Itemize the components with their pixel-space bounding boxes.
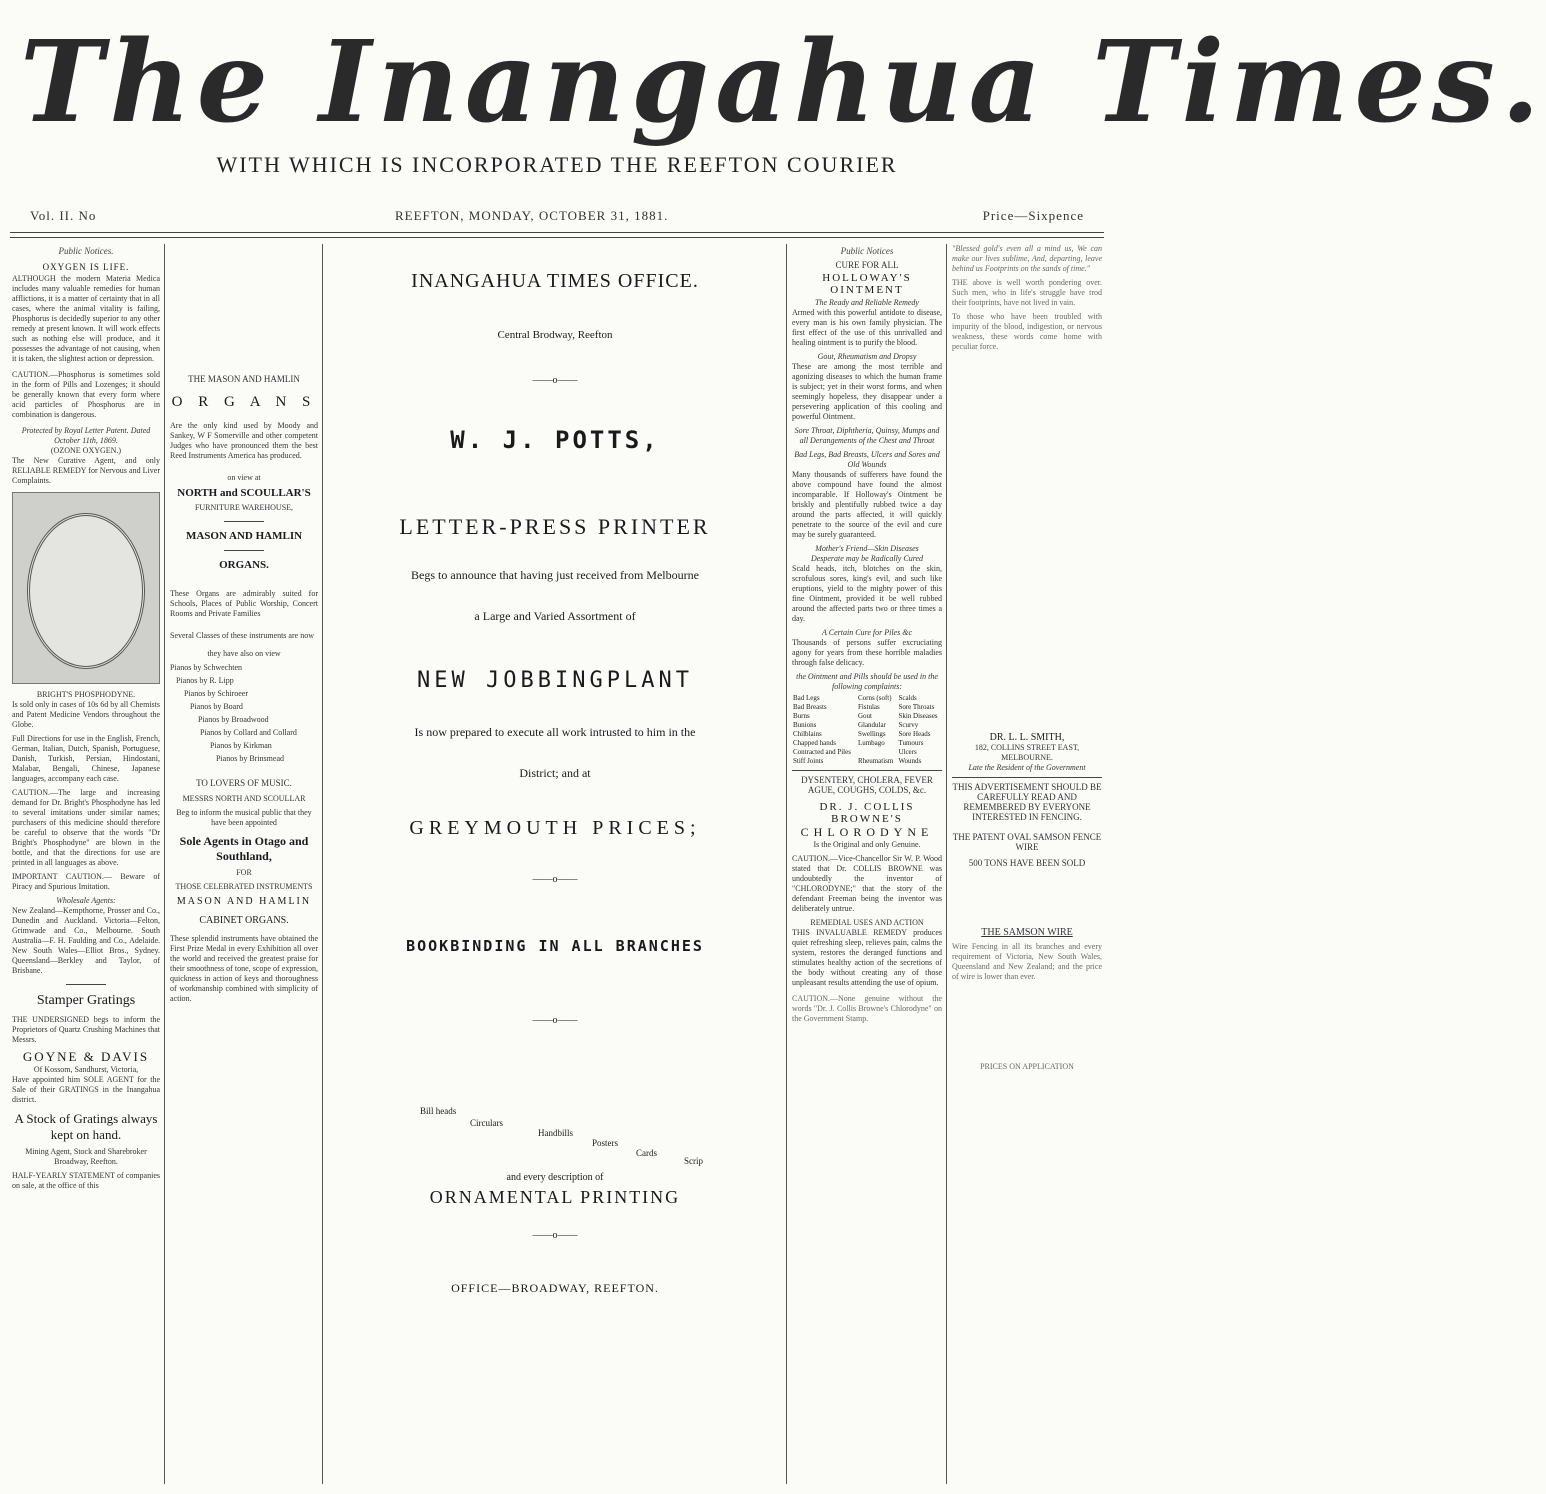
ornament-divider: ——o——: [532, 1015, 578, 1026]
remedy-text: Armed with this powerful antidote to disease, every man is his own family physician. The first effect of the use of this unrivalled and healing ointment is to purify the blood.: [792, 308, 942, 347]
complaints-row: [792, 703, 942, 712]
stamper-title: Stamper Gratings: [36, 993, 136, 1008]
prepared-text: Is now prepared to execute all work intrusted to him in the: [414, 725, 696, 739]
dateline: [30, 208, 1084, 228]
complaint-cell: Corns (soft): [857, 694, 892, 702]
gout-text: These are among the most terrible and agonizing diseases to which the human frame is subject; yet in their worst forms, and when seemingly hopeless, they disappear under a persevering application of this cooling and powerful Ointment.: [792, 362, 942, 421]
column-divider: [786, 244, 787, 1484]
complaint-cell: Fistulas: [857, 703, 880, 711]
district-text: District; and at: [519, 766, 591, 780]
mh-title: THE MASON AND HAMLIN: [188, 374, 300, 384]
piles-text: Thousands of persons suffer excruciating agony for years from these horrible maladies through false delicacy.: [792, 638, 942, 667]
complaints-intro: the Ointment and Pills should be used in the following complaints:: [796, 672, 938, 691]
column-mason-hamlin: [170, 244, 318, 1484]
sold-line: Is sold only in cases of 10s 6d by all Chemists and Patent Medicine Vendors throughout the Globe.: [12, 700, 160, 729]
bad-legs-text: Many thousands of sufferers have found the above compound have found the almost incomparable. If Holloway's Ointment be briskly and plentifully rubbed twice a day around the parts affected, it will quickly penetrate to the source of the evil and cure may be surely guaranteed.: [792, 470, 942, 539]
office-address: Central Brodway, Reefton: [497, 329, 613, 341]
complaint-cell: Swellings: [857, 730, 886, 738]
piano-item: Pianos by Board: [190, 702, 243, 711]
complaint-cell: Bunions: [793, 721, 817, 729]
header-rule-double: [10, 237, 1104, 238]
also-view: they have also on view: [207, 649, 281, 658]
letterpress-printer: LETTER-PRESS PRINTER: [399, 514, 711, 539]
piano-item: Pianos by Broadwood: [198, 715, 269, 724]
caution-short: CAUTION.—Phosphorus is sometimes sold in the form of Pills and Lozenges; it should be generally known that every form where acid particles of Phosphorus are in combination is dangerous.: [12, 370, 160, 419]
chlorodyne: CHLORODYNE: [800, 825, 934, 839]
caution-text: CAUTION.—Vice-Chancellor Sir W. P. Wood stated that Dr. COLLIS BROWNE was undoubtedly the inventor of "CHLORODYNE;" that the story of the defendant Freeman being the inventor was deliberately untrue.: [792, 854, 942, 913]
mining-agent: Mining Agent, Stock and Sharebroker Broadway, Reefton.: [25, 1147, 147, 1166]
remedial-uses: REMEDIAL USES AND ACTION: [810, 918, 924, 927]
assortment-text: a Large and Varied Assortment of: [474, 609, 636, 623]
smith-note: Late the Resident of the Government: [968, 763, 1086, 772]
complaint-cell: Rheumatism: [857, 757, 894, 765]
scald-text: Scald heads, itch, blotches on the skin, scrofulous sores, king's evil, and such like eruptions, yield to the mighty power of this fine Ointment, provided it be well rubbed around the affected parts two or three times a day.: [792, 564, 942, 623]
piano-item: Pianos by Brinsmead: [216, 754, 284, 763]
complaints-row: [792, 748, 942, 757]
piano-item: Pianos by Schwechten: [170, 663, 242, 672]
cabinet-organs: CABINET ORGANS.: [199, 915, 289, 926]
north-scoullar: NORTH and SCOULLAR'S: [177, 487, 311, 499]
complaint-cell: Lumbago: [857, 739, 885, 747]
column-public-notices-left: [12, 244, 160, 1484]
potts-name: W. J. POTTS,: [450, 426, 660, 454]
oxygen-lead: ALTHOUGH the modern Materia Medica includes many valuable remedies for human afflictions, it is a matter of certainty that in all cases, where the animal vitality is failing, Phosphorus is decidedly superior to any other remedy at present known. It will work effects such as nothing else will produce, and it possesses the advantage of not causing, when it is taken, the slightest action or depression.: [12, 274, 160, 363]
greymouth-prices: GREYMOUTH PRICES;: [409, 817, 701, 839]
newspaper-subtitle: WITH WHICH IS INCORPORATED THE REEFTON COURIER: [216, 152, 898, 177]
complaint-cell: Sore Throats: [898, 703, 935, 711]
bad-legs-title: Bad Legs, Bad Breasts, Ulcers and Sores and Old Wounds: [794, 450, 940, 469]
piles-title: A Certain Cure for Piles &c: [822, 628, 912, 637]
column-holloway: [792, 244, 942, 1484]
print-item: Handbills: [538, 1128, 573, 1138]
column-divider: [946, 244, 947, 1484]
ornamental-printing: ORNAMENTAL PRINTING: [429, 1187, 681, 1207]
mh2: MASON AND HAMLIN: [185, 530, 303, 542]
complaint-cell: Scalds: [898, 694, 917, 702]
print-item: Posters: [592, 1138, 619, 1148]
complaints-row: [792, 721, 942, 730]
several-classes: Several Classes of these instruments are now: [170, 631, 314, 640]
ozone-line: (OZONE OXYGEN.): [50, 446, 122, 455]
price-label: Price—Sixpence: [982, 208, 1084, 223]
half-yearly: HALF-YEARLY STATEMENT of companies on sale, at the office of this: [12, 1171, 160, 1190]
issue-date: REEFTON, MONDAY, OCTOBER 31, 1881.: [395, 208, 669, 223]
original-line: Is the Original and only Genuine.: [813, 840, 921, 849]
office-broadway: OFFICE—BROADWAY, REEFTON.: [451, 1281, 659, 1295]
ornament-divider: ——o——: [532, 1230, 578, 1241]
piano-list: [170, 663, 318, 764]
print-item: Circulars: [470, 1118, 503, 1128]
agents-list: New Zealand—Kempthorne, Prosser and Co., Dunedin and Auckland. Victoria—Felton, Grimwade and Co., Melbourne. South Australia—F. H. Faulding and Co., Adelaide. New South Wales—Elliot Bros., Sydney. Queensland—Berkley and Taylor, of Brisbane.: [12, 906, 160, 975]
patent-wire: THE PATENT OVAL SAMSON FENCE WIRE: [952, 832, 1102, 852]
brights-phosphodyne-illustration: [12, 492, 160, 684]
printing-items: [330, 1106, 780, 1166]
holloway-title: HOLLOWAY'S OINTMENT: [822, 272, 912, 296]
onview: on view at: [227, 473, 261, 482]
lovers-music: TO LOVERS OF MUSIC.: [196, 778, 292, 788]
stamper-text: THE UNDERSIGNED begs to inform the Proprietors of Quartz Crushing Machines that Messrs.: [12, 1015, 160, 1044]
brights-caption: BRIGHT'S PHOSPHODYNE.: [36, 690, 136, 699]
celebrated: THOSE CELEBRATED INSTRUMENTS: [175, 882, 313, 891]
potts-printer-advert: [330, 244, 780, 1484]
every-description: and every description of: [506, 1172, 604, 1183]
directions-text: Full Directions for use in the English, French, German, Italian, Dutch, Spanish, Portuguese, Danish, Turkish, Persian, Hindostani, Malabar, Bengali, Chinese, Japanese languages, accompany each case.: [12, 734, 160, 783]
complaints-row: [792, 730, 942, 739]
cure-title: CURE FOR ALL: [835, 260, 899, 270]
cure-line: The New Curative Agent, and only RELIABLE REMEDY for Nervous and Liver Complaints.: [12, 456, 160, 485]
organs-title: ORGANS.: [219, 559, 269, 571]
dysentery-title: DYSENTERY, CHOLERA, FEVER AGUE, COUGHS, COLDS, &c.: [801, 775, 933, 795]
bookbinding: BOOKBINDING IN ALL BRANCHES: [406, 937, 704, 955]
column-divider: [164, 244, 165, 1484]
complaint-cell: Wounds: [898, 757, 922, 765]
piano-item: Pianos by Collard and Collard: [200, 728, 297, 737]
complaints-row: [792, 757, 942, 766]
agents-title: Wholesale Agents:: [56, 896, 116, 905]
complaint-cell: Sore Heads: [898, 730, 931, 738]
complaint-cell: Ulcers: [898, 748, 917, 756]
volume-label: Vol. II. No: [30, 208, 97, 223]
masthead: [0, 0, 1546, 200]
complaint-cell: Burns: [793, 712, 810, 720]
print-item: Scrip: [684, 1156, 703, 1166]
ornament-divider: ——o——: [532, 874, 578, 885]
suited-text: These Organs are admirably suited for Schools, Places of Public Worship, Concert Rooms and Private Families: [170, 589, 318, 618]
samson-text: Wire Fencing in all its branches and every requirement of Victoria, New South Wales, Queensland and New Zealand; and the price of wire is lower than ever.: [952, 942, 1102, 981]
times-office: INANGAHUA TIMES OFFICE.: [411, 270, 699, 292]
separator: [224, 550, 264, 551]
separator: [66, 984, 106, 985]
print-item: Bill heads: [420, 1106, 457, 1116]
complaint-cell: Glandular: [857, 721, 886, 729]
piano-item: Pianos by R. Lipp: [176, 676, 234, 685]
text-1: THE above is well worth pondering over. Such men, who in life's struggle have trod their footprints, have not lived in vain.: [952, 278, 1102, 307]
complaint-cell: Chapped hands: [793, 739, 836, 747]
caution-end: CAUTION.—None genuine without the words "Dr. J. Collis Browne's Chlorodyne" on the Government Stamp.: [792, 994, 942, 1023]
complaint-cell: Skin Diseases: [898, 712, 938, 720]
goyne-location: Of Kossom, Sandhurst, Victoria,: [33, 1065, 139, 1074]
gout-title: Gout, Rheumatism and Dropsy: [817, 352, 917, 361]
beg-text: Beg to inform the musical public that they have been appointed: [176, 808, 312, 827]
desperate-title: Desperate may be Radically Cured: [810, 554, 924, 563]
complaints-row: [792, 712, 942, 721]
complaint-cell: [857, 748, 898, 757]
invaluable-text: THIS INVALUABLE REMEDY produces quiet refreshing sleep, relieves pain, calms the system, restores the deranged functions and stimulates healthy action of the secretions of the body without creating any of those unpleasant results attending the use of opium.: [792, 928, 942, 987]
poem: "Blessed gold's even all a mind us, We can make our lives sublime, And, departing, leave behind us Footprints on the sands of time.": [952, 244, 1102, 273]
smith-address: 182, COLLINS STREET EAST, MELBOURNE.: [974, 743, 1080, 762]
caution-long: CAUTION.—The large and increasing demand for Dr. Bright's Phosphodyne has led to several imitations under similar names; purchasers of this medicine should therefore be careful to observe that the words "Dr Bright's Phosphodyne" are blown in the bottle, and that the directions for use are printed in all languages as above.: [12, 788, 160, 867]
appointed-text: Have appointed him SOLE AGENT for the Sale of their GRATINGS in the Inangahua district.: [12, 1075, 160, 1104]
complaint-cell: Scurvy: [898, 721, 919, 729]
sold-tons: 500 TONS HAVE BEEN SOLD: [968, 858, 1086, 868]
sore-title: Sore Throat, Diphtheria, Quinsy, Mumps and all Derangements of the Chest and Throat: [794, 426, 940, 445]
ad-caps: THIS ADVERTISEMENT SHOULD BE CAREFULLY READ AND REMEMBERED BY EVERYONE INTERESTED IN FENCING.: [952, 782, 1102, 822]
column-right: [952, 244, 1102, 1484]
column-divider: [322, 244, 323, 1484]
complaint-cell: Bad Breasts: [793, 703, 827, 711]
prices-application: PRICES ON APPLICATION: [980, 1062, 1074, 1071]
stock-line: A Stock of Gratings always kept on hand.: [14, 1111, 158, 1142]
complaint-cell: Tumours: [898, 739, 924, 747]
smith-name: DR. L. L. SMITH,: [989, 732, 1065, 743]
announce-text: Begs to announce that having just received from Melbourne: [411, 568, 699, 582]
complaint-cell: Contracted and Piles: [793, 748, 851, 756]
mh-text: Are the only kind used by Moody and Sankey, W F Somerville and other competent Judges who have pronounced them the best Reed Instruments America has produced.: [170, 421, 318, 460]
goyne-davis: GOYNE & DAVIS: [22, 1049, 150, 1064]
column-header: Public Notices: [840, 246, 894, 256]
mh3: MASON AND HAMLIN: [176, 896, 312, 907]
patent-line: Protected by Royal Letter Patent. Dated October 11th, 1869.: [21, 426, 151, 445]
collis-browne: DR. J. COLLIS BROWNE'S: [819, 801, 915, 825]
complaints-row: [792, 739, 942, 748]
piano-item: Pianos by Schiroeer: [184, 689, 248, 698]
new-jobbing-plant: NEW JOBBINGPLANT: [417, 668, 693, 693]
print-item: Cards: [636, 1148, 657, 1158]
complaint-cell: Chilblains: [793, 730, 822, 738]
samson-title: THE SAMSON WIRE: [981, 927, 1073, 938]
complaint-cell: Gout: [857, 712, 872, 720]
piano-item: Pianos by Kirkman: [210, 741, 272, 750]
sole-agents: Sole Agents in Otago and Southland,: [179, 834, 309, 863]
furniture-warehouse: FURNITURE WAREHOUSE,: [194, 503, 294, 512]
complaint-cell: Bad Legs: [793, 694, 820, 702]
complaint-cell: Stiff Joints: [793, 757, 824, 765]
text-2: To those who have been troubled with impurity of the blood, indigestion, or nervous weakness, these words come home with peculiar force.: [952, 312, 1102, 351]
complaints-row: [792, 694, 942, 703]
important-caution: IMPORTANT CAUTION.— Beware of Piracy and Spurious Imitation.: [12, 872, 160, 891]
organs-spaced: O R G A N S: [171, 394, 317, 410]
oxygen-title: OXYGEN IS LIFE.: [42, 262, 130, 272]
complaints-table: [792, 694, 942, 766]
header-rule: [10, 232, 1104, 233]
remedy-title: The Ready and Reliable Remedy: [815, 298, 919, 307]
ornament-divider: ——o——: [532, 375, 578, 386]
column-header: Public Notices.: [58, 246, 114, 256]
for-label: FOR: [236, 868, 252, 877]
mother-title: Mother's Friend—Skin Diseases: [815, 544, 919, 553]
prize-text: These splendid instruments have obtained the First Prize Medal in every Exhibition all over the world and received the greatest praise for their smoothness of tone, scope of expression, quickness in action of keys and thoroughness of workmanship combined with simplicity of action.: [170, 934, 318, 1003]
separator: [224, 521, 264, 522]
newspaper-title: The Inangahua Times.: [20, 17, 1546, 148]
messrs: MESSRS NORTH AND SCOULLAR: [182, 794, 306, 803]
